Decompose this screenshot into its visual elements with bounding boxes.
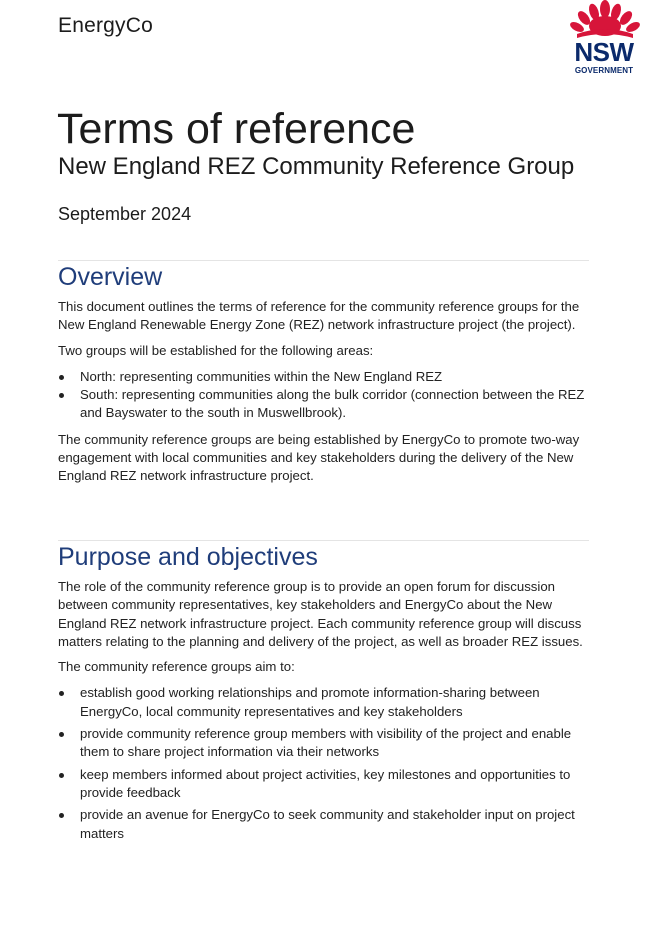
brand-name: EnergyCo (58, 14, 153, 37)
list-item: keep members informed about project activities, key milestones and opportunities to provide feedback (58, 766, 589, 803)
logo-nsw-text: NSW (574, 37, 634, 67)
purpose-section (58, 542, 589, 847)
list-item: South: representing communities along the bulk corridor (connection between the REZ and Bayswater to the south in Muswellbrook). (58, 386, 589, 423)
nsw-government-logo (569, 0, 641, 76)
document-subtitle: New England REZ Community Reference Group (58, 153, 575, 180)
document-date: September 2024 (58, 204, 192, 224)
section-divider (58, 540, 589, 541)
overview-heading: Overview (58, 263, 163, 291)
overview-paragraph: Two groups will be established for the following areas: (58, 342, 374, 358)
section-divider (58, 260, 589, 261)
overview-section (58, 262, 589, 486)
purpose-bullet-list (58, 684, 589, 842)
list-item: establish good working relationships and promote information-sharing between EnergyCo, local community representatives and key stakeholders (58, 684, 589, 721)
document-title: Terms of reference (57, 105, 416, 153)
overview-paragraph: This document outlines the terms of reference for the community reference groups for the New England Renewable Energy Zone (REZ) network infrastructure project (the project). (58, 299, 580, 333)
purpose-paragraph: The community reference groups aim to: (58, 659, 295, 675)
overview-paragraph: The community reference groups are being established by EnergyCo to promote two-way engagement with local communities and key stakeholders during the delivery of the New England REZ network infrastructure project. (58, 431, 580, 484)
purpose-heading: Purpose and objectives (58, 543, 318, 571)
purpose-paragraph: The role of the community reference group is to provide an open forum for discussion between community representatives, key stakeholders and EnergyCo about the New England REZ network infrastructure project. Each community reference group will discuss matters relating to the planning and delivery of the project, as well as broader REZ issues. (58, 579, 583, 649)
list-item: North: representing communities within the New England REZ (58, 368, 589, 386)
waratah-flower-icon (569, 0, 641, 42)
list-item: provide community reference group members with visibility of the project and enable them to share project information via their networks (58, 725, 589, 762)
list-item: provide an avenue for EnergyCo to seek community and stakeholder input on project matters (58, 806, 589, 843)
overview-bullet-list (58, 368, 589, 423)
logo-government-text: GOVERNMENT (574, 66, 634, 75)
